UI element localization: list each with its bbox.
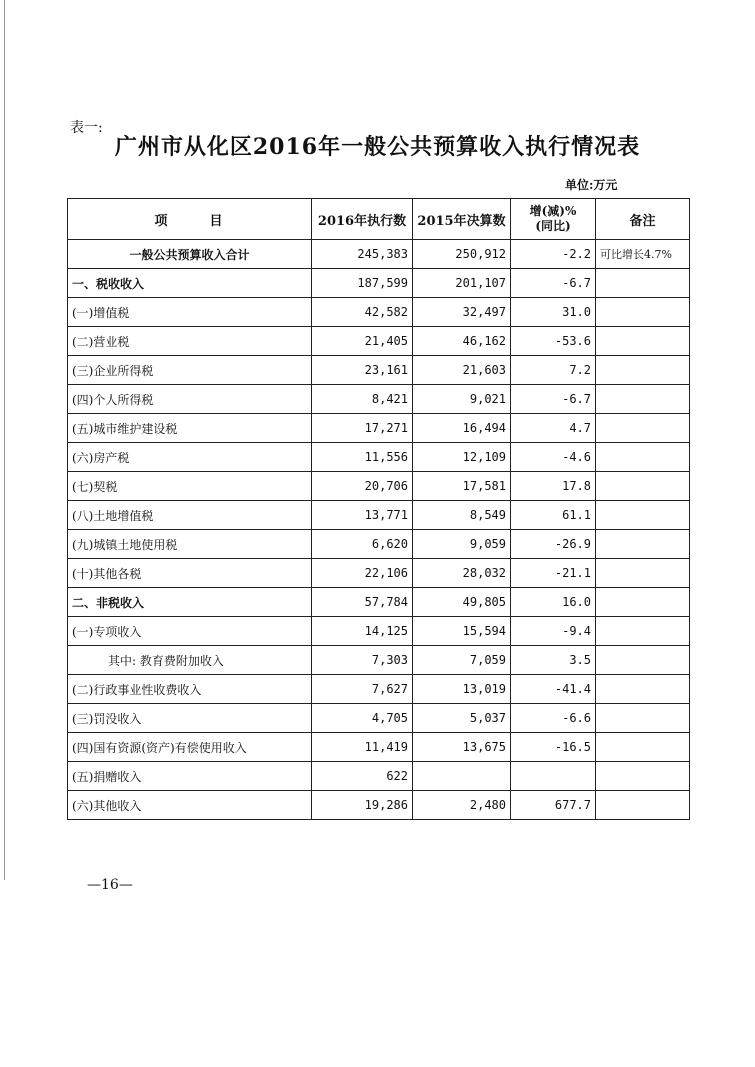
row-growth-percent: -9.4 <box>511 617 596 646</box>
table-row <box>68 675 690 704</box>
row-value-2015: 17,581 <box>413 472 511 501</box>
header-item-left: 项 <box>154 213 170 229</box>
row-note <box>596 443 690 472</box>
row-value-2016: 23,161 <box>312 356 413 385</box>
row-value-2016: 11,556 <box>312 443 413 472</box>
table-row <box>68 240 690 269</box>
row-value-2016: 42,582 <box>312 298 413 327</box>
table-body <box>68 240 690 820</box>
row-value-2015: 32,497 <box>413 298 511 327</box>
row-item-name: (五)城市维护建设税 <box>68 414 312 443</box>
table-row <box>68 298 690 327</box>
row-growth-percent: -4.6 <box>511 443 596 472</box>
header-row <box>68 199 690 240</box>
row-item-name: (六)其他收入 <box>68 791 312 820</box>
row-growth-percent: 4.7 <box>511 414 596 443</box>
row-value-2015: 21,603 <box>413 356 511 385</box>
row-item-name: (八)土地增值税 <box>68 501 312 530</box>
row-value-2015: 15,594 <box>413 617 511 646</box>
row-note <box>596 356 690 385</box>
row-item-name: (二)行政事业性收费收入 <box>68 675 312 704</box>
row-note <box>596 327 690 356</box>
header-item <box>68 199 312 240</box>
row-value-2015: 2,480 <box>413 791 511 820</box>
row-growth-percent: -6.7 <box>511 385 596 414</box>
table-label: 表一: <box>70 120 103 136</box>
row-growth-percent <box>511 762 596 791</box>
row-value-2015: 28,032 <box>413 559 511 588</box>
row-note <box>596 733 690 762</box>
page-number: —16— <box>87 877 133 893</box>
row-value-2016: 622 <box>312 762 413 791</box>
row-item-name: (六)房产税 <box>68 443 312 472</box>
row-growth-percent: -2.2 <box>511 240 596 269</box>
table-row <box>68 733 690 762</box>
row-value-2015: 8,549 <box>413 501 511 530</box>
table-row <box>68 530 690 559</box>
table-row <box>68 443 690 472</box>
row-note <box>596 646 690 675</box>
row-value-2015: 5,037 <box>413 704 511 733</box>
table-row <box>68 617 690 646</box>
row-note <box>596 298 690 327</box>
row-value-2015: 46,162 <box>413 327 511 356</box>
row-note <box>596 675 690 704</box>
row-growth-percent: -26.9 <box>511 530 596 559</box>
row-note <box>596 530 690 559</box>
row-value-2016: 7,627 <box>312 675 413 704</box>
row-value-2015 <box>413 762 511 791</box>
table-row <box>68 414 690 443</box>
row-growth-percent: -6.7 <box>511 269 596 298</box>
row-item-name: 二、非税收入 <box>68 588 312 617</box>
row-growth-percent: 16.0 <box>511 588 596 617</box>
table-row <box>68 762 690 791</box>
row-value-2015: 9,021 <box>413 385 511 414</box>
table-row <box>68 646 690 675</box>
header-growth-line1: 增(减)% <box>529 204 577 218</box>
table-row <box>68 559 690 588</box>
row-value-2015: 201,107 <box>413 269 511 298</box>
row-value-2016: 8,421 <box>312 385 413 414</box>
row-value-2015: 250,912 <box>413 240 511 269</box>
row-value-2016: 17,271 <box>312 414 413 443</box>
row-item-name: 一般公共预算收入合计 <box>68 240 312 269</box>
table-row <box>68 588 690 617</box>
row-item-name: 一、税收收入 <box>68 269 312 298</box>
row-growth-percent: 61.1 <box>511 501 596 530</box>
row-growth-percent: 7.2 <box>511 356 596 385</box>
header-item-right: 目 <box>209 213 225 229</box>
row-item-name: (一)增值税 <box>68 298 312 327</box>
row-value-2016: 19,286 <box>312 791 413 820</box>
budget-table <box>67 198 690 820</box>
table-row <box>68 327 690 356</box>
table-row <box>68 791 690 820</box>
row-item-name: (五)捐赠收入 <box>68 762 312 791</box>
row-note <box>596 559 690 588</box>
row-item-name: (三)企业所得税 <box>68 356 312 385</box>
page-title: 广州市从化区2016年一般公共预算收入执行情况表 <box>114 134 641 160</box>
row-growth-percent: 677.7 <box>511 791 596 820</box>
row-item-name: (一)专项收入 <box>68 617 312 646</box>
row-growth-percent: -53.6 <box>511 327 596 356</box>
row-item-name: (四)个人所得税 <box>68 385 312 414</box>
header-growth-line2: (同比) <box>535 219 571 233</box>
row-value-2016: 4,705 <box>312 704 413 733</box>
row-value-2016: 14,125 <box>312 617 413 646</box>
row-item-name: (九)城镇土地使用税 <box>68 530 312 559</box>
row-value-2015: 13,019 <box>413 675 511 704</box>
row-note <box>596 617 690 646</box>
row-growth-percent: 31.0 <box>511 298 596 327</box>
row-value-2016: 11,419 <box>312 733 413 762</box>
row-value-2016: 187,599 <box>312 269 413 298</box>
row-growth-percent: 3.5 <box>511 646 596 675</box>
row-growth-percent: -16.5 <box>511 733 596 762</box>
row-note <box>596 385 690 414</box>
row-note <box>596 414 690 443</box>
row-growth-percent: -41.4 <box>511 675 596 704</box>
row-note <box>596 762 690 791</box>
row-value-2016: 22,106 <box>312 559 413 588</box>
table-row <box>68 356 690 385</box>
header-note: 备注 <box>596 199 690 240</box>
row-value-2016: 13,771 <box>312 501 413 530</box>
row-item-name: (二)营业税 <box>68 327 312 356</box>
row-value-2015: 13,675 <box>413 733 511 762</box>
row-item-name: 其中: 教育费附加收入 <box>68 646 312 675</box>
table-row <box>68 704 690 733</box>
row-value-2016: 6,620 <box>312 530 413 559</box>
row-note <box>596 704 690 733</box>
row-growth-percent: -6.6 <box>511 704 596 733</box>
row-value-2016: 21,405 <box>312 327 413 356</box>
row-note <box>596 472 690 501</box>
table-row <box>68 269 690 298</box>
row-value-2015: 7,059 <box>413 646 511 675</box>
header-2015: 2015年决算数 <box>413 199 511 240</box>
row-item-name: (七)契税 <box>68 472 312 501</box>
row-value-2015: 12,109 <box>413 443 511 472</box>
table-header <box>68 199 690 240</box>
row-value-2015: 49,805 <box>413 588 511 617</box>
table-row <box>68 501 690 530</box>
row-item-name: (三)罚没收入 <box>68 704 312 733</box>
row-value-2016: 57,784 <box>312 588 413 617</box>
row-value-2016: 7,303 <box>312 646 413 675</box>
row-note <box>596 269 690 298</box>
row-note <box>596 501 690 530</box>
row-item-name: (四)国有资源(资产)有偿使用收入 <box>68 733 312 762</box>
row-note <box>596 588 690 617</box>
row-note <box>596 791 690 820</box>
row-value-2015: 16,494 <box>413 414 511 443</box>
table-row <box>68 385 690 414</box>
row-value-2015: 9,059 <box>413 530 511 559</box>
row-note: 可比增长4.7% <box>596 240 690 269</box>
row-growth-percent: -21.1 <box>511 559 596 588</box>
table-row <box>68 472 690 501</box>
header-growth <box>511 199 596 240</box>
row-item-name: (十)其他各税 <box>68 559 312 588</box>
header-2016: 2016年执行数 <box>312 199 413 240</box>
row-value-2016: 20,706 <box>312 472 413 501</box>
row-value-2016: 245,383 <box>312 240 413 269</box>
row-growth-percent: 17.8 <box>511 472 596 501</box>
unit-label: 单位:万元 <box>565 178 618 192</box>
